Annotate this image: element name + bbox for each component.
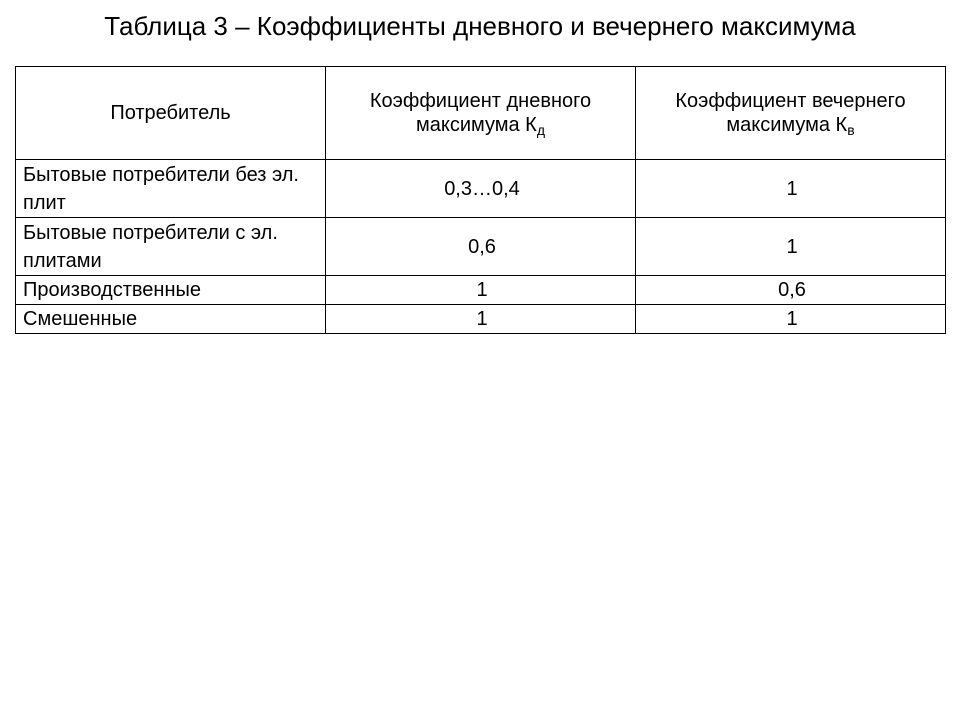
header-evening-text: Коэффициент вечернего максимума К <box>675 90 906 136</box>
table-row <box>16 305 946 334</box>
table-row <box>16 160 946 218</box>
cell-evening-coefficient: 1 <box>636 218 946 276</box>
header-day-subscript: д <box>536 122 546 138</box>
table-row <box>16 276 946 305</box>
cell-evening-coefficient: 0,6 <box>636 276 946 305</box>
header-evening-coefficient <box>636 67 946 160</box>
header-day-coefficient <box>326 67 636 160</box>
cell-consumer: Производственные <box>16 276 326 305</box>
cell-consumer: Бытовые потребители без эл. плит <box>16 160 326 218</box>
cell-evening-coefficient: 1 <box>636 305 946 334</box>
cell-day-coefficient: 1 <box>326 276 636 305</box>
coefficients-table <box>15 66 946 334</box>
header-consumer: Потребитель <box>16 67 326 160</box>
cell-day-coefficient: 0,6 <box>326 218 636 276</box>
table-row <box>16 218 946 276</box>
table-header-row <box>16 67 946 160</box>
cell-evening-coefficient: 1 <box>636 160 946 218</box>
cell-consumer: Смешенные <box>16 305 326 334</box>
cell-consumer: Бытовые потребители с эл. плитами <box>16 218 326 276</box>
header-evening-subscript: в <box>847 122 855 138</box>
cell-day-coefficient: 0,3…0,4 <box>326 160 636 218</box>
cell-day-coefficient: 1 <box>326 305 636 334</box>
table-caption: Таблица 3 – Коэффициенты дневного и вечернего максимума <box>104 11 856 41</box>
header-day-text: Коэффициент дневного максимума К <box>369 90 592 136</box>
